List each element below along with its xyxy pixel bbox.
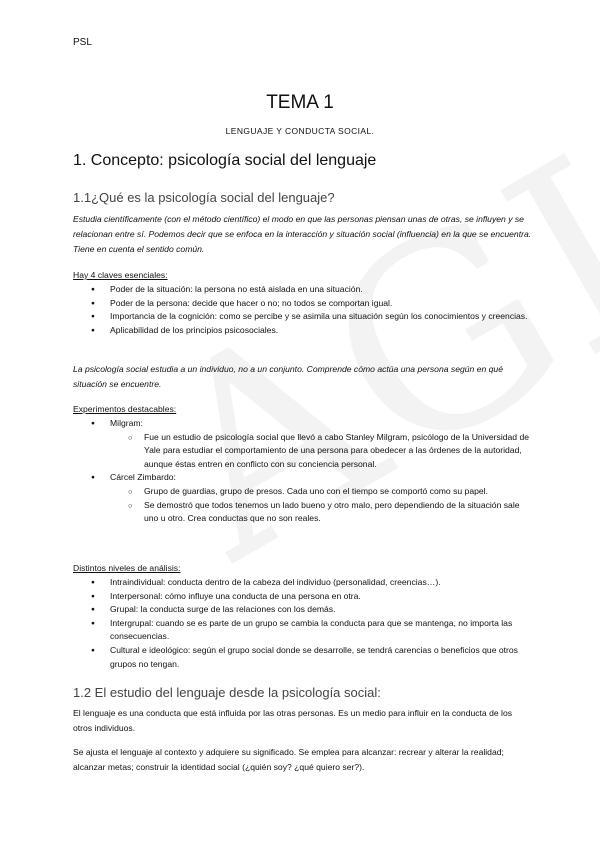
experiment-name: Milgram: [110,418,143,428]
keys-title: Hay 4 claves esenciales: [73,270,168,280]
intro-paragraph: Estudia científicamente (con el método científico) el modo en que las personas piensan unas de otras, se influyen y se relacionan entre sí. Podemos decir que se enfoca en la interacción y situación social (influencia) en la que se encuentra. Tiene en cuenta el sentido común. [73,214,532,254]
paragraph-lenguaje-conducta: El lenguaje es una conducta que está influida por las otras personas. Es un medio para influir en la conducta de los otros individuos. [73,708,513,733]
list-item: ● Cultural e ideológico: según el grupo social donde se desarrolle, se tendrá carencias o beneficios que otros grupos no tengan. [73,644,533,671]
experiment-name: Cárcel Zimbardo: [110,472,176,483]
heading-estudio: 1.2 El estudio del lenguaje desde la psicología social: [73,685,381,700]
experiment-details [110,485,533,526]
document-subtitle: LENGUAJE Y CONDUCTA SOCIAL. [225,126,375,136]
experiment-details [110,431,533,472]
list-item: ● Intergrupal: cuando se es parte de un grupo se cambia la conducta para que se mantenga, no importa las consecuencias. [73,617,533,644]
list-item: ● Interpersonal: cómo influye una conducta de una persona en otra. [73,590,533,604]
list-item: ● Poder de la persona: decide que hacer o no; no todos se comportan igual. [73,297,533,311]
list-item: ● Poder de la situación: la persona no está aislada en una situación. [73,283,533,297]
experiment-item [73,417,533,471]
heading-concepto: 1. Concepto: psicología social del lenguaje [73,152,377,169]
document-title: TEMA 1 [266,92,334,113]
page-header: PSL [73,37,92,48]
detail-item: ○ Fue un estudio de psicología social que llevó a cabo Stanley Milgram, psicólogo de la Universidad de Yale para estudiar el comportamiento de una persona para obedecer a las órdenes de la autoridad, aunque éstas entren en conflicto con su conciencia personal. [110,431,533,472]
detail-item: ○ Se demostró que todos tenemos un lado bueno y otro malo, pero dependiendo de la situación sale uno u otro. Crea conductas que no son reales. [110,499,533,526]
keys-list [73,283,533,337]
levels-list [73,576,533,671]
heading-que-es: 1.1¿Qué es la psicología social del lenguaje? [73,190,335,205]
experiments-list [73,417,533,526]
note-paragraph: La psicología social estudia a un individuo, no a un conjunto. Comprende cómo actúa una persona según en qué situación se encuentre. [73,364,503,389]
list-item: ● Aplicabilidad de los principios psicosociales. [73,324,533,338]
list-item: ● Grupal: la conducta surge de las relaciones con los demás. [73,603,533,617]
list-item: ● Importancia de la cognición: como se percibe y se asimila una situación según los conocimientos y creencias. [73,310,533,324]
levels-title: Distintos niveles de análisis: [73,563,181,573]
experiment-item [73,471,533,525]
watermark [113,65,600,617]
detail-item: ○ Grupo de guardias, grupo de presos. Cada uno con el tiempo se comportó como su papel. [110,485,533,499]
experiments-title: Experimentos destacables: [73,404,177,414]
list-item: ● Intraindividual: conducta dentro de la cabeza del individuo (personalidad, creencias…). [73,576,533,590]
paragraph-lenguaje-contexto: Se ajusta el lenguaje al contexto y adquiere su significado. Se emplea para alcanzar: recrear y alterar la realidad; alcanzar metas; construir la identidad social (¿quién soy? ¿qué quiero ser?). [73,747,504,772]
